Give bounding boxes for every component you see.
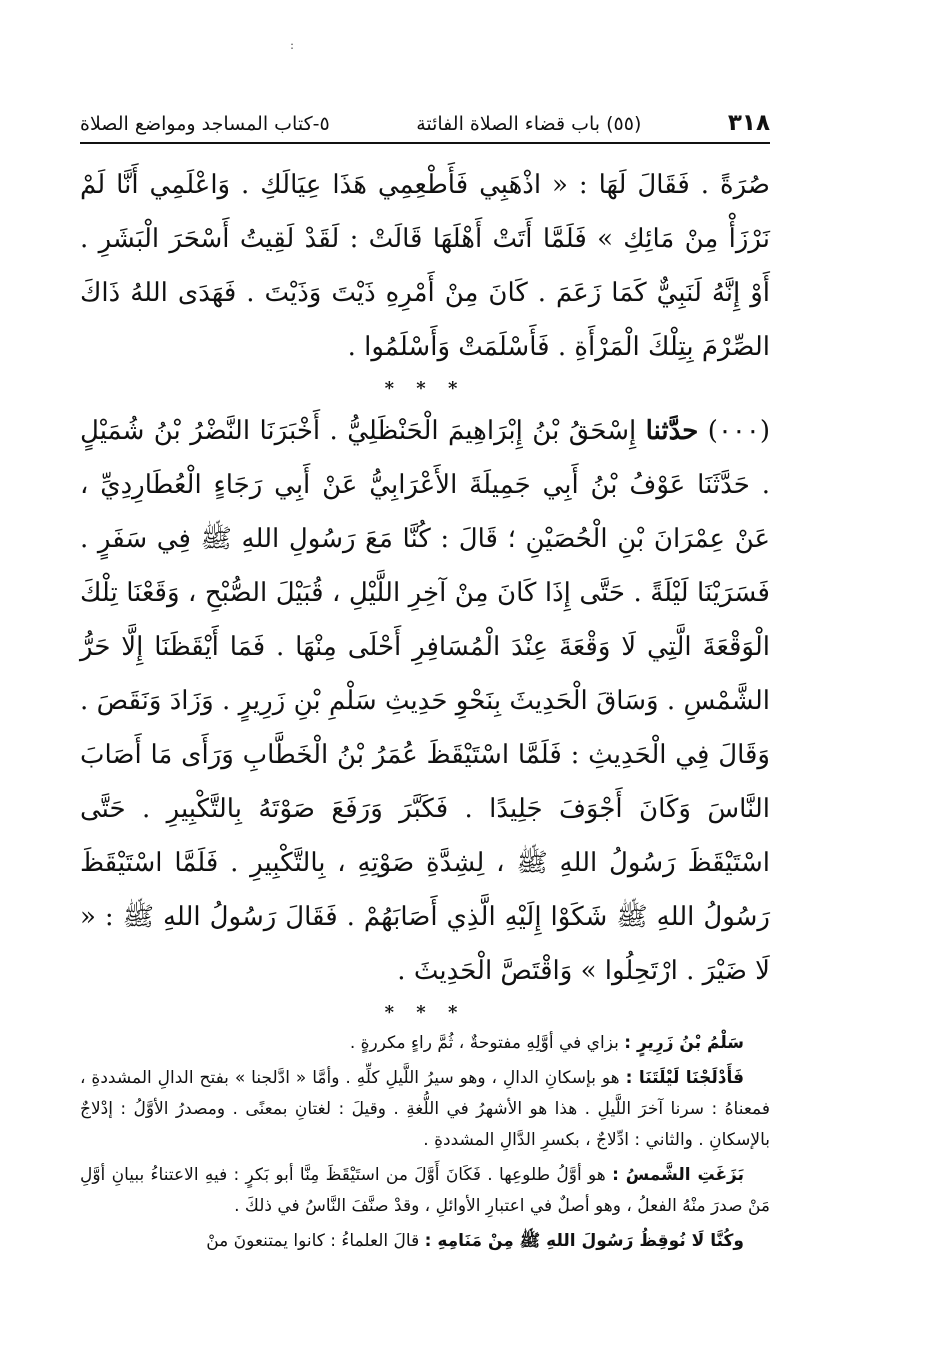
- note-text: هو بإسكانِ الدالِ ، وهو سيرُ اللَّيلِ كلِّهِ . وأمَّا « ادَّلجنا » بفتح الدالِ المشددةِ ، فمعناهُ : سرنا آخرَ اللَّيلِ . هذا هو الأشهرُ في اللُّغةِ . وقيلَ : لغتانِ بمعنًى . ومصدرُ الأوَّلُ : إدْلاجٌ بالإسكانِ . والثاني : ادِّلاجٌ ، بكسرِ الدَّالِ المشددةِ .: [80, 1068, 770, 1150]
- book-page: [80, 110, 770, 1261]
- hadith-opening: حدَّثنا: [645, 416, 699, 446]
- note-term: وكُنَّا لَا نُوقِظُ رَسُولَ اللهِ ﷺ مِنْ مَنَامِهِ :: [424, 1231, 744, 1251]
- note-term: سَلْمُ بْنُ زَرِيرٍ :: [624, 1033, 744, 1053]
- note-item: [80, 1226, 770, 1257]
- book-title: ٥-كتاب المساجد ومواضع الصلاة: [80, 113, 330, 135]
- hadith-number: (٠٠٠): [707, 416, 771, 446]
- running-header: [80, 110, 770, 142]
- note-term: بَزَغَتِ الشَّمسُ :: [612, 1165, 745, 1185]
- note-text: قالَ العلماءُ : كانوا يمتنعونَ منْ: [206, 1231, 420, 1251]
- note-item: [80, 1028, 770, 1059]
- hadith-paragraph: [80, 404, 770, 998]
- note-text: هو أوَّلُ طلوعِها . فَكَانَ أَوَّلَ من استَيْقَظَ مِنَّا أبو بَكرٍ : فيهِ الاعتناءُ ببيانِ أوَّلِ مَنْ صدرَ منْهُ الفعلُ ، وهو أصلٌ في اعتبارِ الأوائلِ ، وقدْ صنَّفَ النَّاسُ في ذلكَ .: [80, 1165, 770, 1216]
- chapter-title: (٥٥) باب قضاء الصلاة الفائتة: [416, 113, 642, 135]
- commentary-notes: [80, 1028, 770, 1257]
- main-text: [80, 158, 770, 1026]
- section-separator: * * *: [384, 378, 466, 399]
- stray-mark: :: [290, 38, 295, 52]
- paragraph-continuation: صُرَةً . فَقَالَ لَهَا : « اذْهَبِي فَأَطْعِمِي هَذَا عِيَالَكِ . وَاعْلَمِي أَنَّا لَمْ نَرْزَأْ مِنْ مَائِكِ » فَلَمَّا أَتَتْ أَهْلَهَا قَالَتْ : لَقَدْ لَقِيتُ أَسْحَرَ الْبَشَرِ . أَوْ إِنَّهُ لَنَبِيٌّ كَمَا زَعَمَ . كَانَ مِنْ أَمْرِهِ ذَيْتَ وَذَيْتَ . فَهَدَى اللهُ ذَاكَ الصِّرْمَ بِتِلْكَ الْمَرْأَةِ . فَأَسْلَمَتْ وَأَسْلَمُوا .: [80, 170, 770, 362]
- note-item: [80, 1160, 770, 1222]
- note-term: فَأَدْلَجْنَا لَيْلَتَنَا :: [625, 1068, 745, 1088]
- note-text: بزاي في أوَّلِهِ مفتوحةٌ ، ثُمَّ راءٍ مكررةٍ .: [349, 1033, 619, 1053]
- page-number: ٣١٨: [727, 110, 770, 136]
- section-separator-2: * * *: [384, 1002, 466, 1023]
- note-item: [80, 1063, 770, 1156]
- header-rule: [80, 142, 770, 144]
- hadith-body: إِسْحَقُ بْنُ إِبْرَاهِيمَ الْحَنْظَلِيُّ . أَخْبَرَنَا النَّضْرُ بْنُ شُمَيْلٍ . حَدَّثَنَا عَوْفُ بْنُ أَبِي جَمِيلَةَ الأَعْرَابِيُّ عَنْ أَبِي رَجَاءٍ الْعُطَارِدِيِّ ، عَنْ عِمْرَانَ بْنِ الْحُصَيْنِ ؛ قَالَ : كُنَّا مَعَ رَسُولِ اللهِ ﷺ فِي سَفَرٍ . فَسَرَيْنَا لَيْلَةً . حَتَّى إِذَا كَانَ مِنْ آخِرِ اللَّيْلِ ، قُبَيْلَ الصُّبْحِ ، وَقَعْنَا تِلْكَ الْوَقْعَةَ الَّتِي لَا وَقْعَةَ عِنْدَ الْمُسَافِرِ أَحْلَى مِنْهَا . فَمَا أَيْقَظَنَا إِلَّا حَرُّ الشَّمْسِ . وَسَاقَ الْحَدِيثَ بِنَحْوِ حَدِيثِ سَلْمِ بْنِ زَرِيرٍ . وَزَادَ وَنَقَصَ . وَقَالَ فِي الْحَدِيثِ : فَلَمَّا اسْتَيْقَظَ عُمَرُ بْنُ الْخَطَّابِ وَرَأَى مَا أَصَابَ النَّاسَ وَكَانَ أَجْوَفَ جَلِيدًا . فَكَبَّرَ وَرَفَعَ صَوْتَهُ بِالتَّكْبِيرِ . حَتَّى اسْتَيْقَظَ رَسُولُ اللهِ ﷺ ، لِشِدَّةِ صَوْتِهِ ، بِالتَّكْبِيرِ . فَلَمَّا اسْتَيْقَظَ رَسُولُ اللهِ ﷺ شَكَوْا إِلَيْهِ الَّذِي أَصَابَهُمْ . فَقَالَ رَسُولُ اللهِ ﷺ : « لَا ضَيْرَ . ارْتَحِلُوا » وَاقْتَصَّ الْحَدِيثَ .: [80, 416, 770, 986]
